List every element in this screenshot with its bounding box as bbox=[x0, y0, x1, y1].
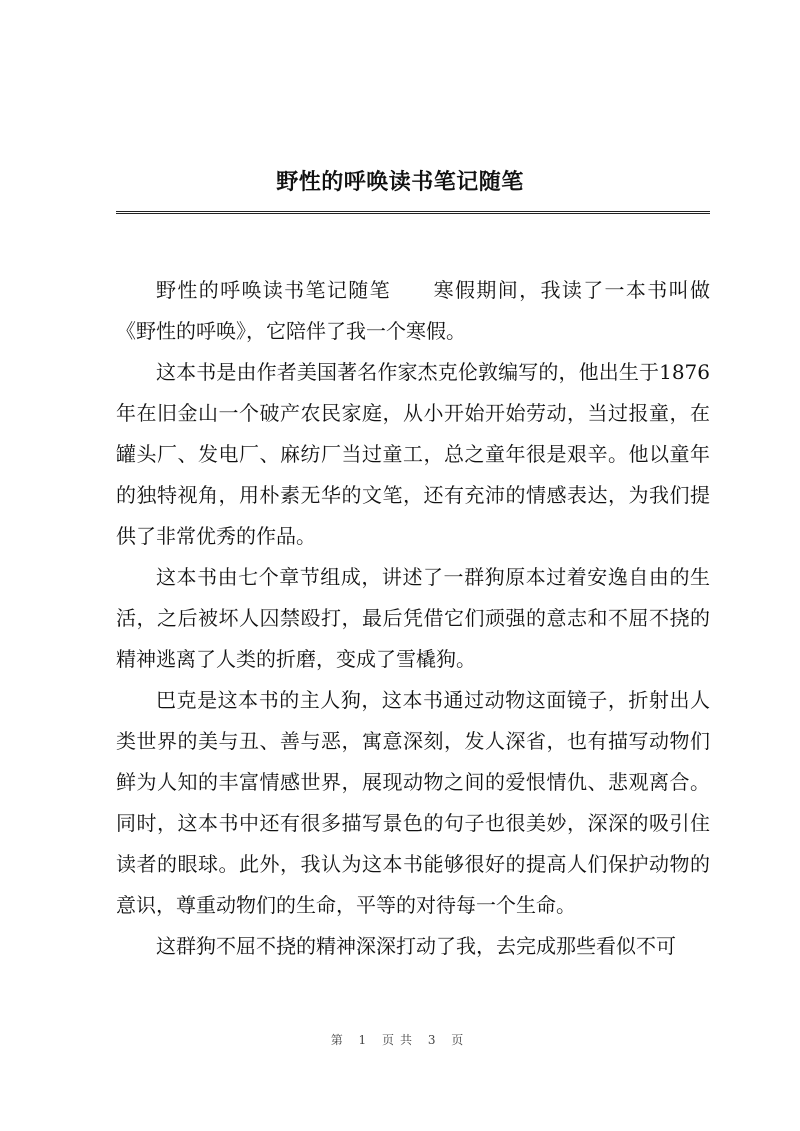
paragraph-3: 这本书由七个章节组成，讲述了一群狗原本过着安逸自由的生活，之后被坏人囚禁殴打，最后凭借它们顽强的意志和不屈不挠的精神逃离了人类的折磨，变成了雪橇狗。 bbox=[116, 565, 710, 671]
paragraph-1: 野性的呼唤读书笔记随笔 寒假期间，我读了一本书叫做《野性的呼唤》，它陪伴了我一个寒假。 bbox=[116, 278, 710, 343]
paragraph-5: 这群狗不屈不挠的精神深深打动了我，去完成那些看似不可 bbox=[156, 934, 676, 958]
paragraph-2: 这本书是由作者美国著名作家杰克伦敦编写的，他出生于1876年在旧金山一个破产农民家庭，从小开始开始劳动，当过报童，在罐头厂、发电厂、麻纺厂当过童工，总之童年很是艰辛。他以童年的独特视角，用朴素无华的文笔，还有充沛的情感表达，为我们提供了非常优秀的作品。 bbox=[116, 360, 710, 548]
title-divider bbox=[116, 211, 710, 214]
page-footer: 第 1 页共 3 页 bbox=[330, 1033, 470, 1047]
paragraph-4: 巴克是这本书的主人狗，这本书通过动物这面镜子，折射出人类世界的美与丑、善与恶，寓意深刻，发人深省，也有描写动物们鲜为人知的丰富情感世界，展现动物之间的爱恨情仇、悲观离合。同时，这本书中还有很多描写景色的句子也很美妙，深深的吸引住读者的眼球。此外，我认为这本书能够很好的提高人们保护动物的意识，尊重动物们的生命，平等的对待每一个生命。 bbox=[116, 688, 710, 917]
document-title: 野性的呼唤读书笔记随笔 bbox=[276, 169, 524, 195]
document-body bbox=[116, 270, 710, 967]
